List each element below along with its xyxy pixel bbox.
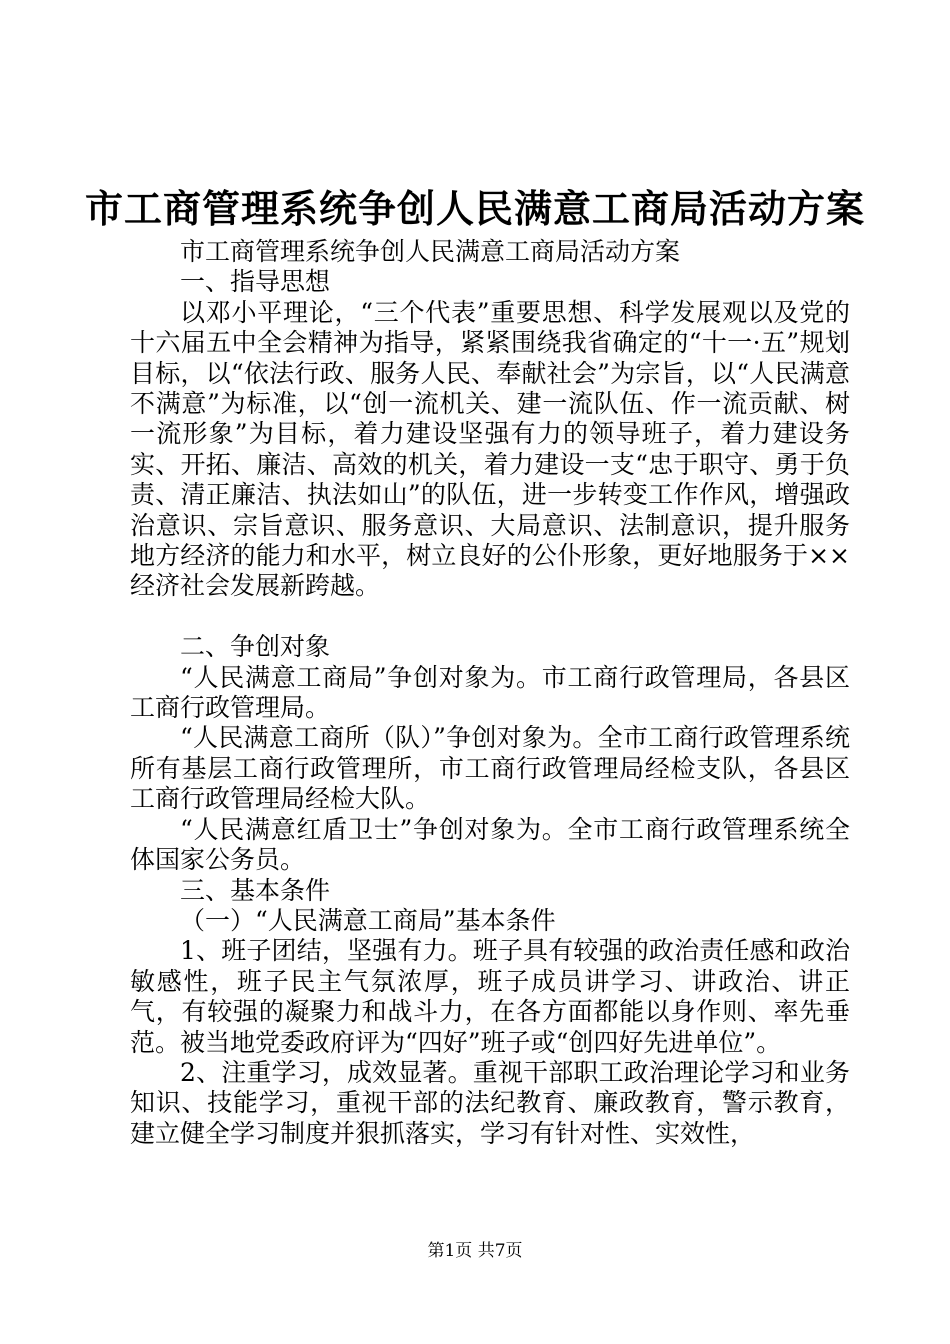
section-heading-conditions: 三、基本条件 [180,875,331,905]
page-footer: 第1页 共7页 [427,1241,523,1261]
subtitle-paragraph: 市工商管理系统争创人民满意工商局活动方案 [180,237,681,266]
body-paragraph: 1、班子团结，坚强有力。班子具有较强的政治责任感和政治敏感性，班子民主气氛浓厚，班子成员讲学习、讲政治、讲正气，有较强的凝聚力和战斗力，在各方面都能以身作则、率先垂范。被当地党委政府评为“四好”班子或“创四好先进单位”。 [130,936,850,1057]
body-paragraph: “人民满意工商局”争创对象为。市工商行政管理局，各县区工商行政管理局。 [130,662,850,723]
document-title: 市工商管理系统争创人民满意工商局活动方案 [84,186,865,231]
document-body [130,237,850,1149]
blank-line [130,602,850,632]
body-paragraph: 2、注重学习，成效显著。重视干部职工政治理论学习和业务知识、技能学习，重视干部的法纪教育、廉政教育，警示教育，建立健全学习制度并狠抓落实，学习有针对性、实效性， [130,1057,850,1148]
body-paragraph: “人民满意红盾卫士”争创对象为。全市工商行政管理系统全体国家公务员。 [130,814,850,875]
body-paragraph: “人民满意工商所（队）”争创对象为。全市工商行政管理系统所有基层工商行政管理所，市工商行政管理局经检支队，各县区工商行政管理局经检大队。 [130,723,850,814]
subsection-heading: （一）“人民满意工商局”基本条件 [180,905,556,935]
section-heading-guiding-thought: 一、指导思想 [180,267,331,297]
section-heading-targets: 二、争创对象 [180,632,331,662]
body-paragraph: 以邓小平理论，“三个代表”重要思想、科学发展观以及党的十六届五中全会精神为指导，紧紧围绕我省确定的“十一·五”规划目标，以“依法行政、服务人民、奉献社会”为宗旨，以“人民满意不满意”为标准，以“创一流机关、建一流队伍、作一流贡献、树一流形象”为目标，着力建设坚强有力的领导班子，着力建设务实、开拓、廉洁、高效的机关，着力建设一支“忠于职守、勇于负责、清正廉洁、执法如山”的队伍，进一步转变工作作风，增强政治意识、宗旨意识、服务意识、大局意识、法制意识，提升服务地方经济的能力和水平，树立良好的公仆形象，更好地服务于××经济社会发展新跨越。 [130,297,850,601]
